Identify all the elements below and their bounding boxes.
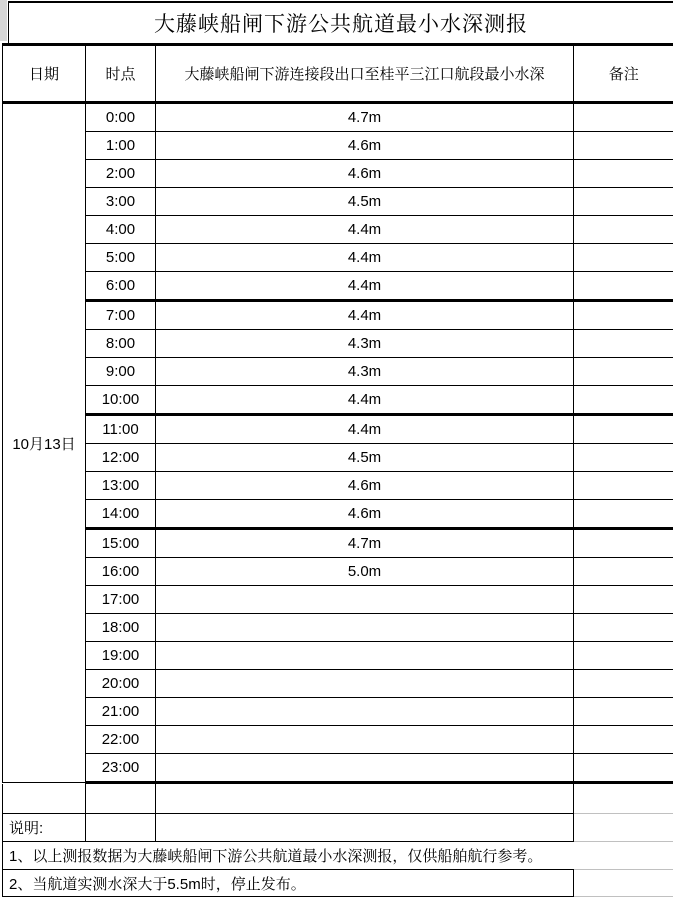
table-row bbox=[3, 330, 673, 358]
time-cell: 14:00 bbox=[86, 500, 156, 529]
remark-cell bbox=[574, 642, 673, 670]
depth-cell bbox=[156, 642, 574, 670]
time-cell: 21:00 bbox=[86, 698, 156, 726]
table-row bbox=[3, 301, 673, 330]
table-row bbox=[3, 132, 673, 160]
remark-cell bbox=[574, 216, 673, 244]
depth-cell bbox=[156, 670, 574, 698]
depth-cell: 5.0m bbox=[156, 558, 574, 586]
depth-cell: 4.6m bbox=[156, 500, 574, 529]
table-row bbox=[3, 529, 673, 558]
depth-cell: 4.7m bbox=[156, 103, 574, 132]
depth-cell: 4.4m bbox=[156, 244, 574, 272]
table-row bbox=[3, 726, 673, 754]
time-cell: 20:00 bbox=[86, 670, 156, 698]
depth-cell bbox=[156, 614, 574, 642]
table-row bbox=[3, 188, 673, 216]
table-row bbox=[3, 103, 673, 132]
remark-cell bbox=[574, 132, 673, 160]
remark-cell bbox=[574, 500, 673, 529]
table-row bbox=[3, 444, 673, 472]
header-row bbox=[3, 45, 673, 103]
remark-cell bbox=[574, 358, 673, 386]
time-cell: 15:00 bbox=[86, 529, 156, 558]
remark-cell bbox=[574, 244, 673, 272]
table-row bbox=[3, 358, 673, 386]
spacer-cell bbox=[574, 784, 673, 814]
spacer-cell bbox=[86, 784, 156, 814]
remark-cell bbox=[574, 444, 673, 472]
time-cell: 6:00 bbox=[86, 272, 156, 301]
time-cell: 18:00 bbox=[86, 614, 156, 642]
header-cell-time: 时点 bbox=[86, 45, 156, 103]
notes-table bbox=[2, 784, 673, 897]
time-cell: 11:00 bbox=[86, 415, 156, 444]
time-cell: 0:00 bbox=[86, 103, 156, 132]
depth-cell bbox=[156, 586, 574, 614]
table-row bbox=[3, 698, 673, 726]
remark-cell bbox=[574, 188, 673, 216]
time-cell: 12:00 bbox=[86, 444, 156, 472]
table-row bbox=[3, 244, 673, 272]
time-cell: 1:00 bbox=[86, 132, 156, 160]
depth-cell: 4.4m bbox=[156, 272, 574, 301]
depth-cell: 4.6m bbox=[156, 472, 574, 500]
time-cell: 3:00 bbox=[86, 188, 156, 216]
depth-cell: 4.7m bbox=[156, 529, 574, 558]
sheet-corner-notch bbox=[0, 0, 7, 41]
time-cell: 23:00 bbox=[86, 754, 156, 783]
notes-label-row bbox=[3, 814, 673, 842]
table-row bbox=[3, 500, 673, 529]
remark-cell bbox=[574, 529, 673, 558]
table-row bbox=[3, 614, 673, 642]
table-row bbox=[3, 754, 673, 783]
remark-cell bbox=[574, 558, 673, 586]
table-row bbox=[3, 160, 673, 188]
depth-cell: 4.5m bbox=[156, 188, 574, 216]
remark-cell bbox=[574, 754, 673, 783]
table-row bbox=[3, 586, 673, 614]
depth-cell: 4.4m bbox=[156, 301, 574, 330]
note-1: 1、以上测报数据为大藤峡船闸下游公共航道最小水深测报，仅供船舶航行参考。 bbox=[3, 842, 574, 870]
depth-cell: 4.4m bbox=[156, 415, 574, 444]
table-row bbox=[3, 558, 673, 586]
table-row bbox=[3, 272, 673, 301]
remark-cell bbox=[574, 698, 673, 726]
table-row bbox=[3, 670, 673, 698]
remark-cell bbox=[574, 160, 673, 188]
remark-cell bbox=[574, 103, 673, 132]
report-tables bbox=[2, 43, 673, 897]
table-row bbox=[3, 386, 673, 415]
remark-cell bbox=[574, 330, 673, 358]
time-cell: 4:00 bbox=[86, 216, 156, 244]
remark-cell bbox=[574, 726, 673, 754]
time-cell: 7:00 bbox=[86, 301, 156, 330]
time-cell: 5:00 bbox=[86, 244, 156, 272]
remark-cell bbox=[574, 301, 673, 330]
remark-cell bbox=[574, 670, 673, 698]
remark-cell bbox=[574, 614, 673, 642]
time-cell: 17:00 bbox=[86, 586, 156, 614]
depth-cell: 4.3m bbox=[156, 330, 574, 358]
spacer-cell bbox=[3, 784, 86, 814]
time-cell: 8:00 bbox=[86, 330, 156, 358]
depth-cell: 4.4m bbox=[156, 216, 574, 244]
note-2: 2、当航道实测水深大于5.5m时，停止发布。 bbox=[3, 870, 574, 897]
depth-cell: 4.6m bbox=[156, 160, 574, 188]
depth-cell: 4.6m bbox=[156, 132, 574, 160]
table-row bbox=[3, 415, 673, 444]
spacer-cell bbox=[156, 784, 574, 814]
spacer-row bbox=[3, 784, 673, 814]
notes-label: 说明: bbox=[3, 814, 86, 842]
remark-cell bbox=[574, 586, 673, 614]
remark-cell bbox=[574, 386, 673, 415]
time-cell: 2:00 bbox=[86, 160, 156, 188]
depth-cell: 4.4m bbox=[156, 386, 574, 415]
time-cell: 22:00 bbox=[86, 726, 156, 754]
header-cell-depth: 大藤峡船闸下游连接段出口至桂平三江口航段最小水深 bbox=[156, 45, 574, 103]
spacer-cell bbox=[86, 814, 156, 842]
time-cell: 9:00 bbox=[86, 358, 156, 386]
remark-cell bbox=[574, 272, 673, 301]
date-cell: 10月13日 bbox=[3, 103, 86, 783]
depth-cell: 4.3m bbox=[156, 358, 574, 386]
depth-cell bbox=[156, 754, 574, 783]
spacer-cell bbox=[574, 870, 673, 897]
table-row bbox=[3, 216, 673, 244]
spacer-cell bbox=[156, 814, 574, 842]
note-row bbox=[3, 870, 673, 897]
spacer-cell bbox=[574, 842, 673, 870]
depth-cell bbox=[156, 698, 574, 726]
report-title: 大藤峡船闸下游公共航道最小水深测报 bbox=[8, 1, 673, 43]
time-cell: 19:00 bbox=[86, 642, 156, 670]
note-row bbox=[3, 842, 673, 870]
depth-cell bbox=[156, 726, 574, 754]
header-cell-date: 日期 bbox=[3, 45, 86, 103]
depth-table bbox=[2, 43, 673, 784]
remark-cell bbox=[574, 472, 673, 500]
table-row bbox=[3, 472, 673, 500]
time-cell: 10:00 bbox=[86, 386, 156, 415]
header-cell-remark: 备注 bbox=[574, 45, 673, 103]
table-row bbox=[3, 642, 673, 670]
time-cell: 13:00 bbox=[86, 472, 156, 500]
depth-cell: 4.5m bbox=[156, 444, 574, 472]
spacer-cell bbox=[574, 814, 673, 842]
remark-cell bbox=[574, 415, 673, 444]
time-cell: 16:00 bbox=[86, 558, 156, 586]
